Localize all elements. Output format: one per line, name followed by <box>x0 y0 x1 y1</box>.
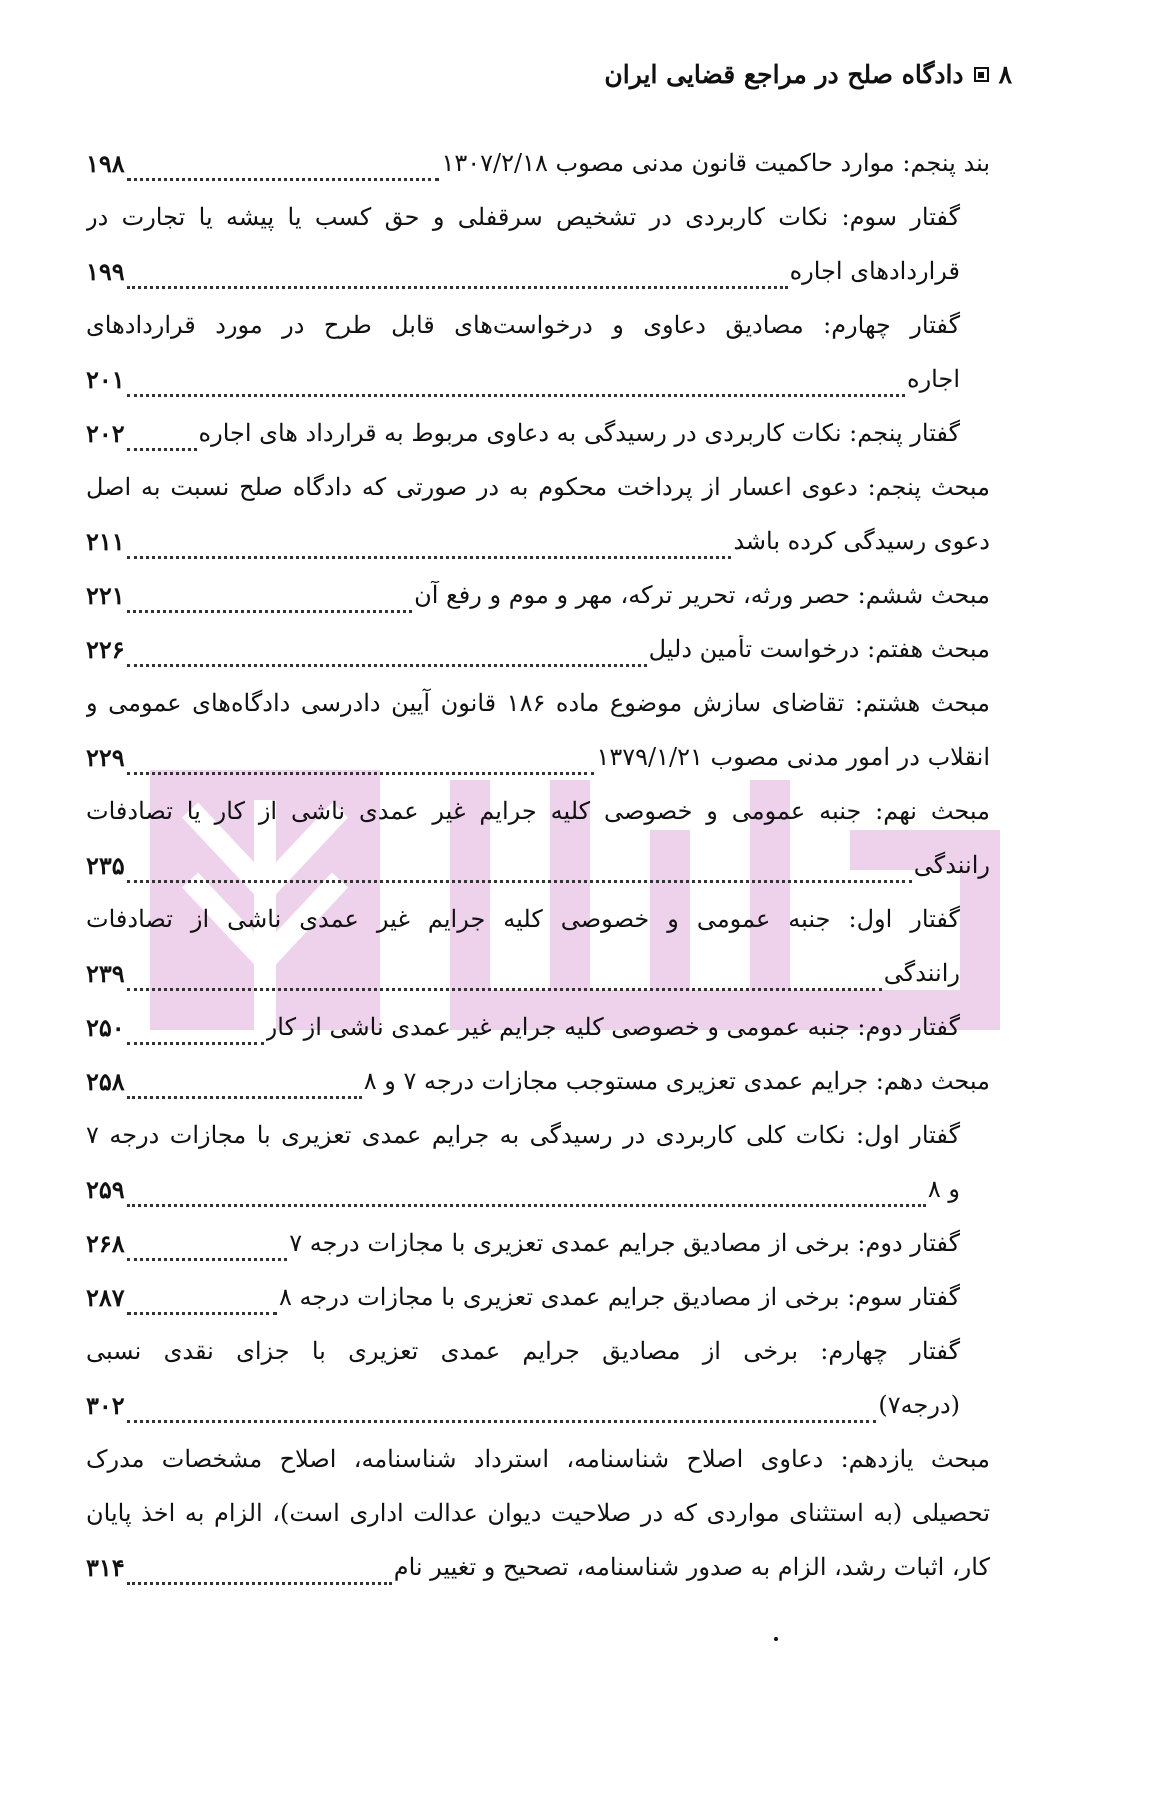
page-header <box>604 60 1012 89</box>
toc-text: مبحث ششم: حصر ورثه، تحریر ترکه، مهر و موم و رفع آن <box>414 581 990 609</box>
toc-line <box>86 1162 990 1216</box>
toc-page-number: ۲۸۷ <box>86 1282 125 1312</box>
toc-line <box>86 730 990 784</box>
toc-line <box>86 136 990 190</box>
toc-text: گفتار اول: نکات کلی کاربردی در رسیدگی به جرایم عمدی تعزیری با مجازات درجه ۷ <box>86 1121 960 1149</box>
toc-line <box>86 1540 990 1594</box>
toc-line <box>86 244 990 298</box>
toc-text: مبحث هشتم: تقاضای سازش موضوع ماده ۱۸۶ قانون آیین دادرسی دادگاه‌های عمومی و <box>86 689 990 717</box>
leader-dots <box>127 1180 926 1207</box>
leader-dots <box>127 424 197 451</box>
toc-page-number: ۲۱۱ <box>86 526 125 556</box>
leader-dots <box>127 640 647 667</box>
leader-dots <box>127 748 595 775</box>
toc-text: گفتار پنجم: نکات کاربردی در رسیدگی به دعاوی مربوط به قرارداد های اجاره <box>198 419 960 447</box>
toc-text: مبحث هفتم: درخواست تأمین دلیل <box>648 635 990 663</box>
toc-text: تحصیلی (به استثنای مواردی که در صلاحیت دیوان عدالت اداری است)، الزام به اخذ پایان <box>86 1499 990 1527</box>
leader-dots <box>127 964 882 991</box>
toc-line <box>86 946 990 1000</box>
leader-dots <box>127 1396 877 1423</box>
leader-dots <box>127 1288 277 1315</box>
toc-page-number: ۳۰۲ <box>86 1390 125 1420</box>
toc-line <box>86 1216 990 1270</box>
toc-text: کار، اثبات رشد، الزام به صدور شناسنامه، تصحیح و تغییر نام <box>393 1553 990 1581</box>
toc-text: گفتار اول: جنبه عمومی و خصوصی کلیه جرایم غیر عمدی ناشی از تصادفات <box>86 905 960 933</box>
toc-text: گفتار دوم: برخی از مصادیق جرایم عمدی تعزیری با مجازات درجه ۷ <box>289 1229 960 1257</box>
toc-line <box>86 1270 990 1324</box>
leader-dots <box>127 1018 264 1045</box>
toc-text: قراردادهای اجاره <box>789 257 960 285</box>
toc-text: رانندگی <box>913 851 990 879</box>
toc-line <box>86 1486 990 1540</box>
toc-text: (درجه۷) <box>878 1391 960 1419</box>
toc-line <box>86 1432 990 1486</box>
toc-line <box>86 676 990 730</box>
toc-page-number: ۲۲۹ <box>86 742 125 772</box>
toc-line <box>86 352 990 406</box>
toc-text: دعوی رسیدگی کرده باشد <box>733 527 990 555</box>
leader-dots <box>127 262 788 289</box>
toc-page-number: ۳۱۴ <box>86 1552 125 1582</box>
leader-dots <box>127 1072 362 1099</box>
table-of-contents <box>86 136 990 1594</box>
toc-line <box>86 1378 990 1432</box>
toc-page-number: ۲۲۱ <box>86 580 125 610</box>
toc-line <box>86 1000 990 1054</box>
toc-line <box>86 784 990 838</box>
toc-text: مبحث پنجم: دعوی اعسار از پرداخت محکوم به در صورتی که دادگاه صلح نسبت به اصل <box>86 473 990 501</box>
toc-page-number: ۲۶۸ <box>86 1228 125 1258</box>
toc-page-number: ۲۰۲ <box>86 418 125 448</box>
book-title: دادگاه صلح در مراجع قضایی ایران <box>604 60 964 89</box>
toc-line <box>86 838 990 892</box>
toc-text: گفتار سوم: برخی از مصادیق جرایم عمدی تعزیری با مجازات درجه ۸ <box>278 1283 960 1311</box>
toc-text: رانندگی <box>883 959 960 987</box>
toc-text: گفتار دوم: جنبه عمومی و خصوصی کلیه جرایم غیر عمدی ناشی از کار <box>265 1013 960 1041</box>
leader-dots <box>127 586 412 613</box>
toc-page-number: ۲۲۶ <box>86 634 125 664</box>
ink-dot <box>774 1637 778 1641</box>
leader-dots <box>127 370 905 397</box>
toc-page-number: ۲۵۰ <box>86 1012 125 1042</box>
toc-text: مبحث دهم: جرایم عمدی تعزیری مستوجب مجازات درجه ۷ و ۸ <box>363 1067 990 1095</box>
toc-page-number: ۲۵۹ <box>86 1174 125 1204</box>
toc-line <box>86 622 990 676</box>
page-number: ۸ <box>998 60 1012 89</box>
toc-text: گفتار چهارم: برخی از مصادیق جرایم عمدی تعزیری با جزای نقدی نسبی <box>86 1337 960 1365</box>
toc-line <box>86 406 990 460</box>
toc-text: مبحث نهم: جنبه عمومی و خصوصی کلیه جرایم غیر عمدی ناشی از کار یا تصادفات <box>86 797 990 825</box>
toc-text: اجاره <box>907 365 960 393</box>
toc-page-number: ۲۵۸ <box>86 1066 125 1096</box>
leader-dots <box>127 1558 392 1585</box>
toc-page-number: ۲۳۵ <box>86 850 125 880</box>
leader-dots <box>127 856 912 883</box>
leader-dots <box>127 154 440 181</box>
toc-page-number: ۲۰۱ <box>86 364 125 394</box>
toc-line <box>86 190 990 244</box>
toc-text: انقلاب در امور مدنی مصوب ۱۳۷۹/۱/۲۱ <box>596 743 990 771</box>
toc-text: و ۸ <box>927 1175 960 1203</box>
toc-text: گفتار چهارم: مصادیق دعاوی و درخواست‌های قابل طرح در مورد قراردادهای <box>86 311 960 339</box>
toc-line <box>86 460 990 514</box>
toc-line <box>86 298 990 352</box>
toc-page-number: ۲۳۹ <box>86 958 125 988</box>
toc-line <box>86 1324 990 1378</box>
toc-page-number: ۱۹۹ <box>86 256 125 286</box>
square-bullet-icon <box>974 67 989 82</box>
toc-text: گفتار سوم: نکات کاربردی در تشخیص سرقفلی و حق کسب یا پیشه یا تجارت در <box>86 203 960 231</box>
leader-dots <box>127 1234 288 1261</box>
toc-line <box>86 514 990 568</box>
toc-line <box>86 1108 990 1162</box>
toc-text: مبحث یازدهم: دعاوی اصلاح شناسنامه، استرداد شناسنامه، اصلاح مشخصات مدرک <box>86 1445 990 1473</box>
leader-dots <box>127 532 732 559</box>
toc-line <box>86 1054 990 1108</box>
toc-page-number: ۱۹۸ <box>86 148 125 178</box>
toc-line <box>86 568 990 622</box>
toc-line <box>86 892 990 946</box>
toc-text: بند پنجم: موارد حاکمیت قانون مدنی مصوب ۱۳۰۷/۲/۱۸ <box>441 149 990 177</box>
